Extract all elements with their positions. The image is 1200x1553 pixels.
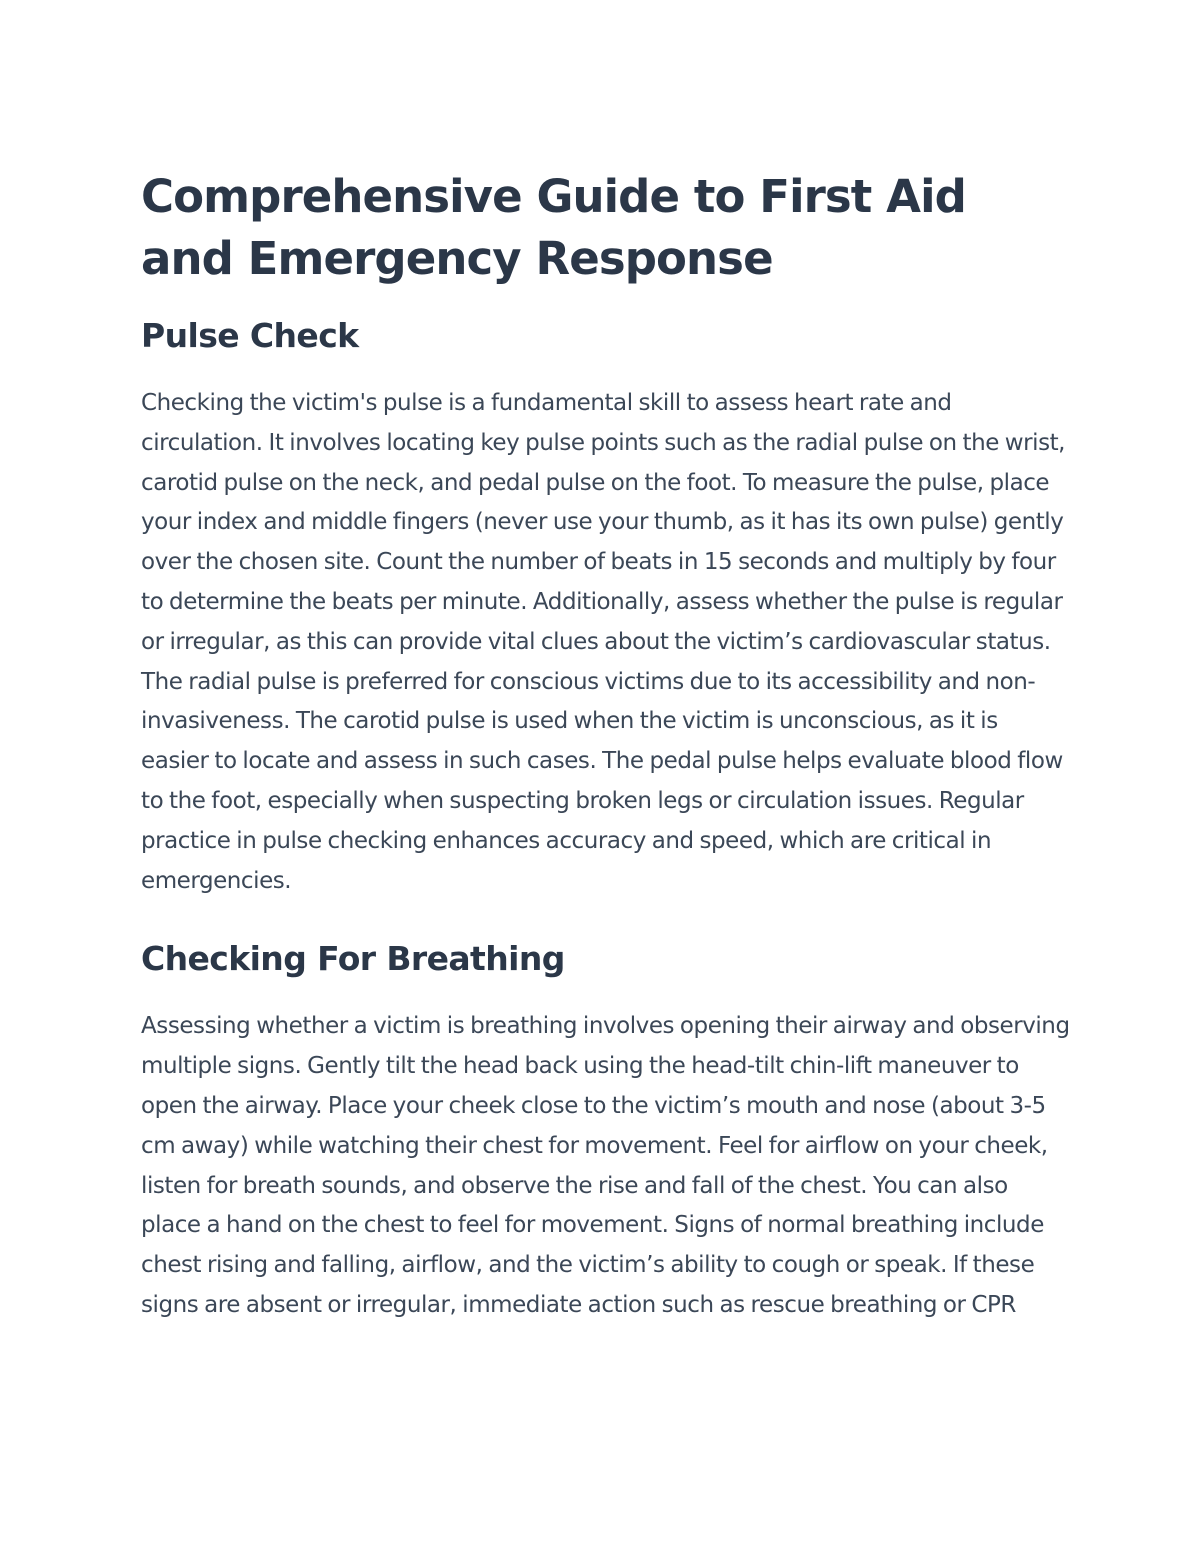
- section-body-pulse-check: Checking the victim's pulse is a fundamental skill to assess heart rate and circulation. It involves locating key pulse points such as the radial pulse on the wrist, carotid pulse on the neck, and pedal pulse on the foot. To measure the pulse, place your index and middle fingers (never use your thumb, as it has its own pulse) gently over the chosen site. Count the number of beats in 15 seconds and multiply by four to determine the beats per minute. Additionally, assess whether the pulse is regular or irregular, as this can provide vital clues about the victim’s cardiovascular status. The radial pulse is preferred for conscious victims due to its accessibility and non-invasiveness. The carotid pulse is used when the victim is unconscious, as it is easier to locate and assess in such cases. The pedal pulse helps evaluate blood flow to the foot, especially when suspecting broken legs or circulation issues. Regular practice in pulse checking enhances accuracy and speed, which are critical in emergencies.: [141, 390, 1066, 894]
- section-heading-checking-for-breathing: Checking For Breathing: [141, 939, 565, 979]
- document-content: [141, 166, 1071, 1326]
- document-title: Comprehensive Guide to First Aid and Emergency Response: [141, 170, 966, 285]
- section-body-checking-for-breathing: Assessing whether a victim is breathing involves opening their airway and observing multiple signs. Gently tilt the head back using the head-tilt chin-lift maneuver to open the airway. Place your cheek close to the victim’s mouth and nose (about 3-5 cm away) while watching their chest for movement. Feel for airflow on your cheek, listen for breath sounds, and observe the rise and fall of the chest. You can also place a hand on the chest to feel for movement. Signs of normal breathing include chest rising and falling, airflow, and the victim’s ability to cough or speak. If these signs are absent or irregular, immediate action such as rescue breathing or CPR: [141, 1013, 1070, 1318]
- section-heading-pulse-check: Pulse Check: [141, 316, 359, 355]
